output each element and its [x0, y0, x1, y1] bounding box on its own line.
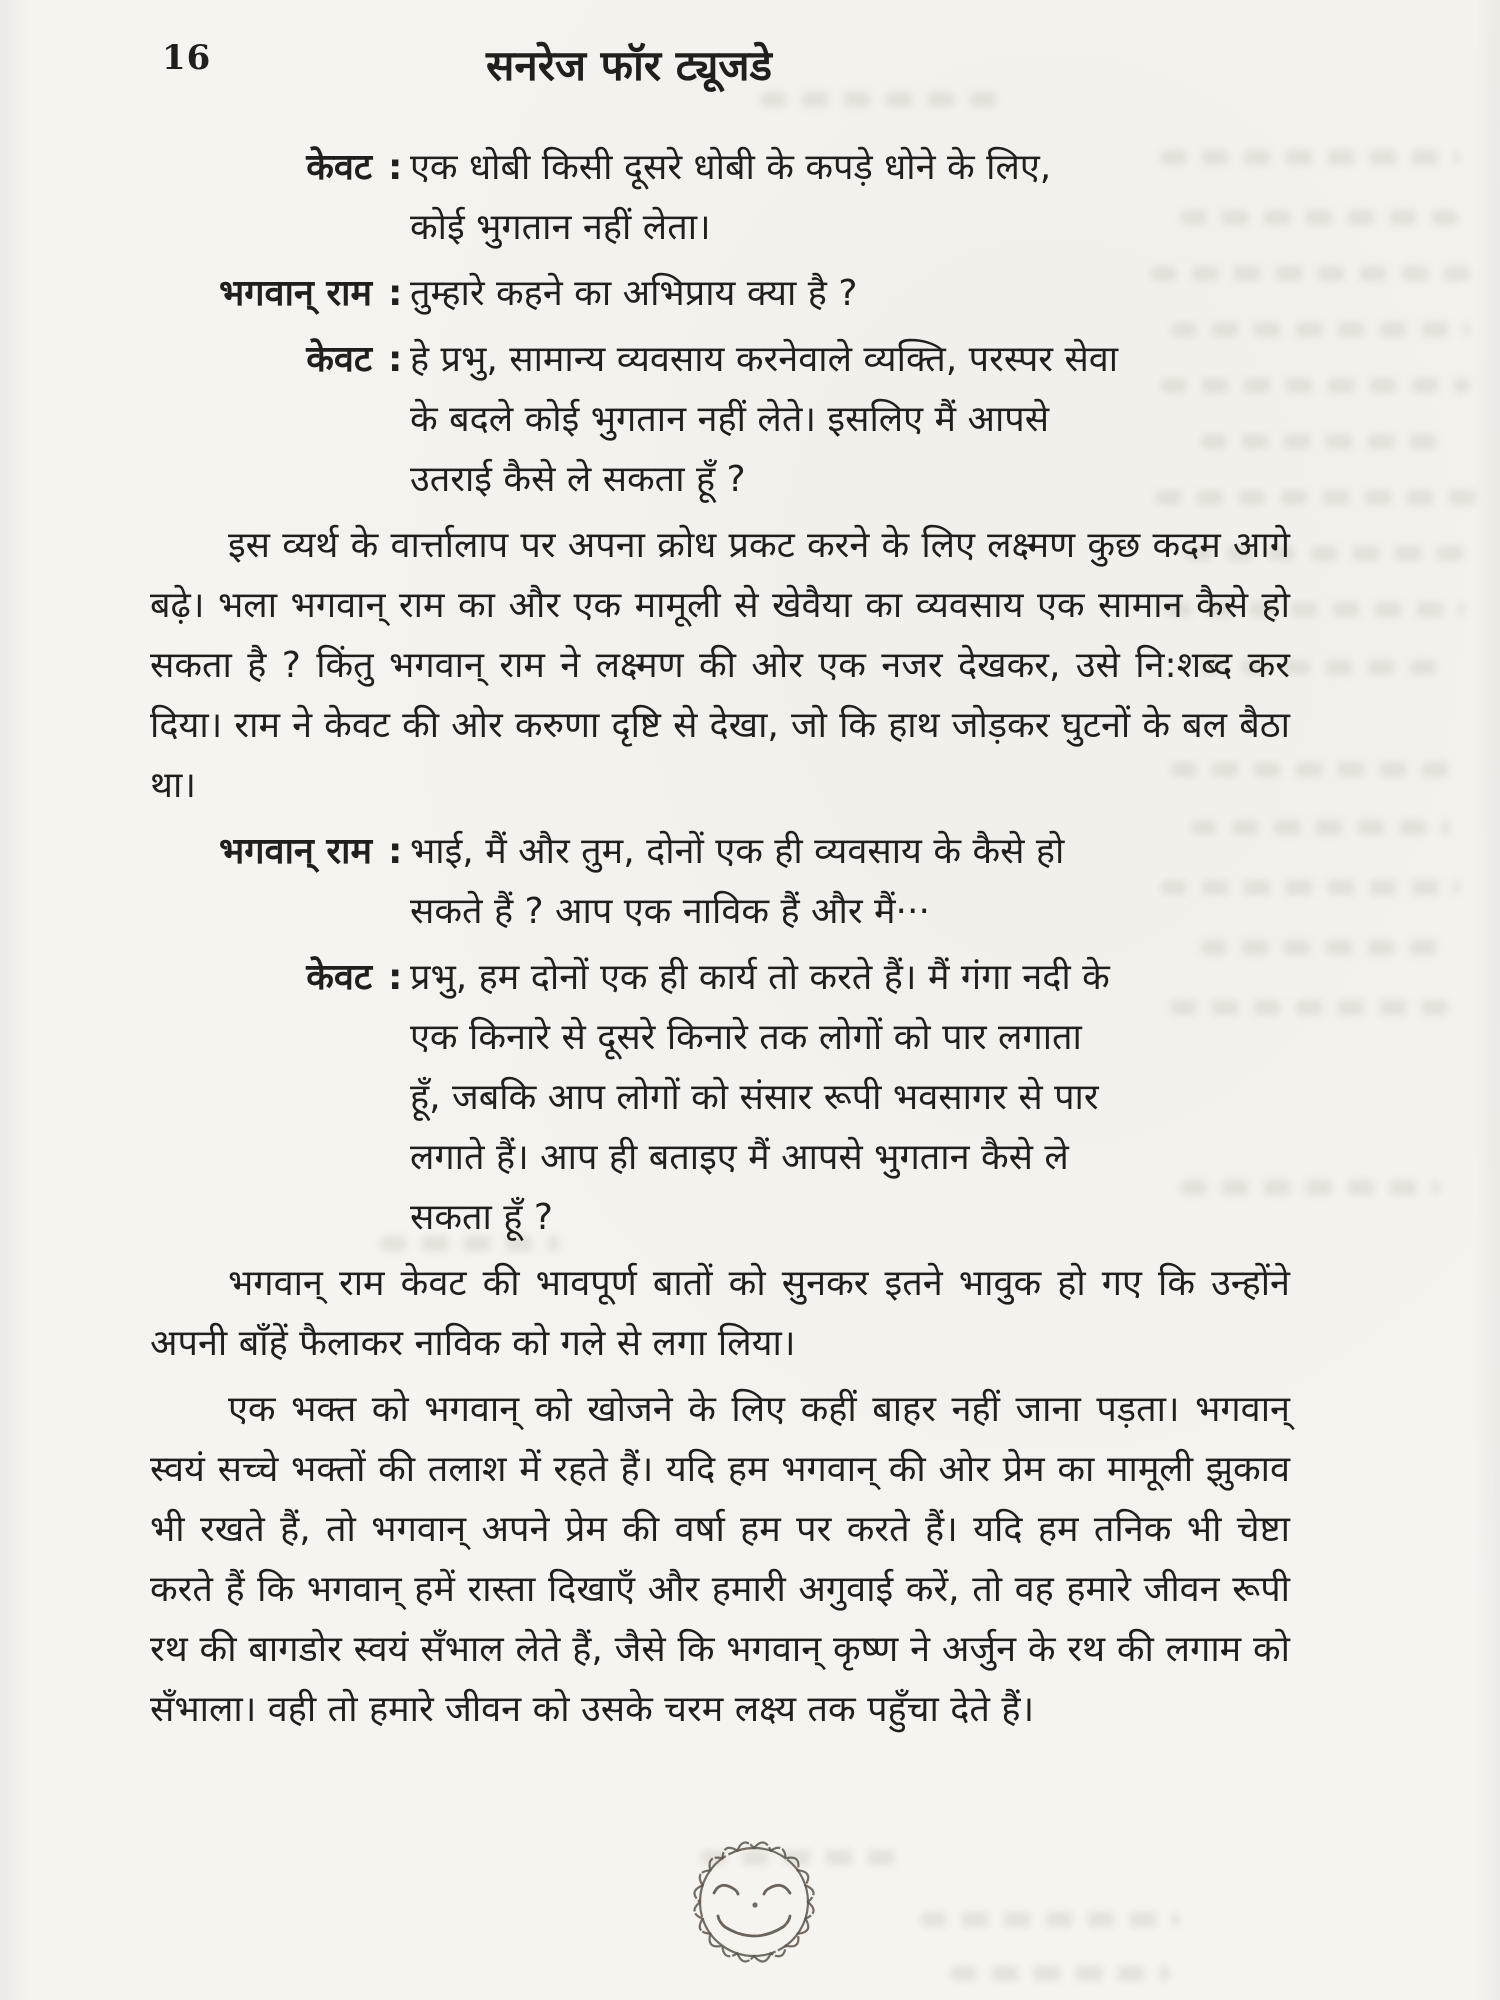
sun-rays — [694, 1842, 813, 1961]
dialogue-line: सकते हैं ? आप एक नाविक हैं और मैं··· — [410, 891, 930, 932]
speaker-colon: : — [388, 831, 403, 872]
dialogue-block-1 — [150, 138, 1290, 510]
dialogue-line: उतराई कैसे ले सकता हूँ ? — [410, 459, 746, 500]
dialogue-lines — [410, 330, 1290, 510]
smiling-sun-icon — [676, 1824, 832, 1980]
bleed-through-smudge — [760, 92, 1000, 107]
dialogue-line: प्रभु, हम दोनों एक ही कार्य तो करते हैं। मैं गंगा नदी के — [410, 957, 1110, 998]
speaker-colon: : — [388, 957, 403, 998]
dialogue-entry — [150, 948, 1290, 1248]
running-header: सनरेज फॉर ट्यूजडे — [486, 41, 772, 90]
speaker-name: भगवान् राम — [218, 831, 372, 872]
dialogue-line: हूँ, जबकि आप लोगों को संसार रूपी भवसागर से पार — [410, 1077, 1099, 1118]
page-content — [150, 138, 1290, 1746]
dialogue-line: के बदले कोई भुगतान नहीं लेते। इसलिए मैं आपसे — [410, 399, 1050, 440]
smiling-sun-illustration — [676, 1824, 832, 1980]
sun-nose — [752, 1902, 757, 1907]
dialogue-line: तुम्हारे कहने का अभिप्राय क्या है ? — [410, 273, 858, 314]
sun-mouth — [718, 1916, 790, 1936]
dialogue-lines — [410, 948, 1290, 1248]
bleed-through-smudge — [920, 1912, 1180, 1927]
speaker-colon: : — [388, 339, 403, 380]
sun-left-eye — [714, 1885, 738, 1894]
dialogue-entry — [150, 138, 1290, 258]
dialogue-lines — [410, 264, 1290, 324]
page-number: 16 — [162, 38, 212, 78]
dialogue-line: एक धोबी किसी दूसरे धोबी के कपड़े धोने के लिए, — [410, 147, 1052, 188]
speaker-colon: : — [388, 147, 403, 188]
dialogue-entry — [150, 822, 1290, 942]
dialogue-line: सकता हूँ ? — [410, 1197, 553, 1238]
sun-face-outline — [700, 1848, 808, 1956]
narrative-paragraph: इस व्यर्थ के वार्त्तालाप पर अपना क्रोध प्रकट करने के लिए लक्ष्मण कुछ कदम आगे बढ़े। भला भगवान् राम का और एक मामूली से खेवैया का व्यवसाय एक सामान कैसे हो सकता है ? किंतु भगवान् राम ने लक्ष्मण की ओर एक नजर देखकर, उसे नि:शब्द कर दिया। राम ने केवट की ओर करुणा दृष्टि से देखा, जो कि हाथ जोड़कर घुटनों के बल बैठा था। — [150, 525, 1290, 806]
narrative-paragraph: एक भक्त को भगवान् को खोजने के लिए कहीं बाहर नहीं जाना पड़ता। भगवान् स्वयं सच्चे भक्तों की तलाश में रहते हैं। यदि हम भगवान् की ओर प्रेम का मामूली झुकाव भी रखते हैं, तो भगवान् अपने प्रेम की वर्षा हम पर करते हैं। यदि हम तनिक भी चेष्टा करते हैं कि भगवान् हमें रास्ता दिखाएँ और हमारी अगुवाई करें, तो वह हमारे जीवन रूपी रथ की बागडोर स्वयं सँभाल लेते हैं, जैसे कि भगवान् कृष्ण ने अर्जुन के रथ की लगाम को सँभाला। वही तो हमारे जीवन को उसके चरम लक्ष्य तक पहुँचा देते हैं। — [150, 1389, 1290, 1730]
speaker-colon: : — [388, 273, 403, 314]
dialogue-line: कोई भुगतान नहीं लेता। — [410, 207, 711, 248]
dialogue-entry — [150, 264, 1290, 324]
narrative-paragraph: भगवान् राम केवट की भावपूर्ण बातों को सुनकर इतने भावुक हो गए कि उन्होंने अपनी बाँहें फैलाकर नाविक को गले से लगा लिया। — [150, 1263, 1290, 1364]
dialogue-block-2 — [150, 822, 1290, 1248]
speaker-name: भगवान् राम — [218, 273, 372, 314]
dialogue-line: हे प्रभु, सामान्य व्यवसाय करनेवाले व्यक्ति, परस्पर सेवा — [410, 339, 1119, 380]
bleed-through-smudge — [950, 1966, 1170, 1981]
speaker-name: केवट — [306, 339, 372, 380]
speaker-name: केवट — [306, 147, 372, 188]
dialogue-line: एक किनारे से दूसरे किनारे तक लोगों को पार लगाता — [410, 1017, 1082, 1058]
dialogue-line: भाई, मैं और तुम, दोनों एक ही व्यवसाय के कैसे हो — [410, 831, 1065, 872]
speaker-name: केवट — [306, 957, 372, 998]
dialogue-entry — [150, 330, 1290, 510]
dialogue-lines — [410, 138, 1290, 258]
dialogue-lines — [410, 822, 1290, 942]
dialogue-line: लगाते हैं। आप ही बताइए मैं आपसे भुगतान कैसे ले — [410, 1137, 1069, 1178]
sun-right-eye — [764, 1885, 790, 1894]
